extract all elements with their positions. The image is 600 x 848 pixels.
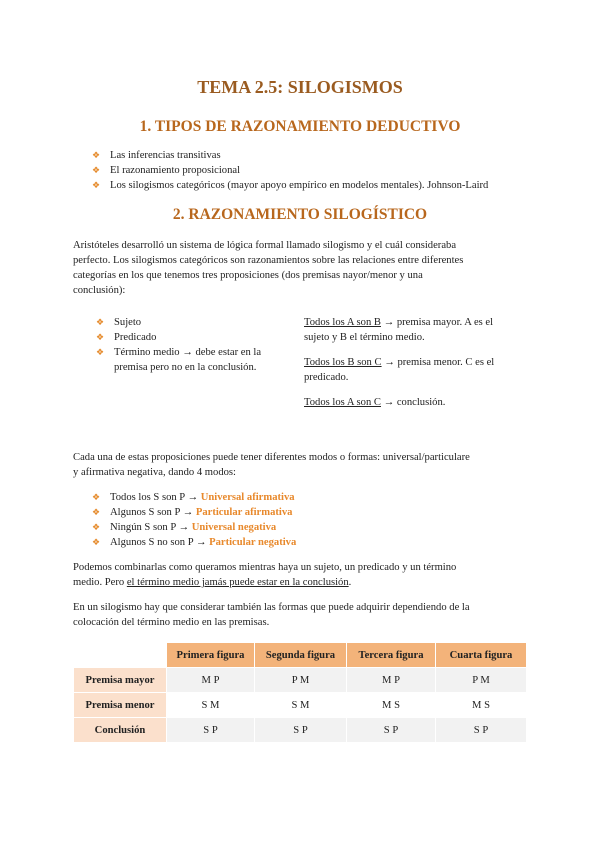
diamond-bullet-icon: ❖ [92,180,101,190]
diamond-bullet-icon: ❖ [92,492,101,502]
premises-block [304,315,524,420]
table-cell: M S [347,693,436,718]
list-item: ❖ Todos los S son P → Universal afirmativa [92,492,295,503]
figures-table [73,642,527,743]
diamond-bullet-icon: ❖ [96,332,105,342]
terms-list [96,315,261,375]
page-title: TEMA 2.5: SILOGISMOS [197,77,403,97]
table-cell: S P [167,718,255,743]
table-cell: S P [436,718,527,743]
list-item: ❖ Las inferencias transitivas [92,150,221,161]
figures-intro-paragraph: En un silogismo hay que considerar también las formas que puede adquirir dependiendo de la colocación del término medio en las premisas. [73,602,470,628]
list-item: ❖ Predicado [96,332,157,343]
list-item: ❖ Los silogismos categóricos (mayor apoyo empírico en modelos mentales). Johnson-Laird [92,180,489,191]
intro-paragraph: Aristóteles desarrolló un sistema de lógica formal llamado silogismo y el cuál consideraba perfecto. Los silogismos categóricos son razonamientos sobre las relaciones entre diferentes categorías en los que tenemos tres proposiciones (dos premisas nayor/menor y una conclusión): [73,240,464,296]
row-header: Premisa mayor [74,668,167,693]
diamond-bullet-icon: ❖ [92,150,101,160]
column-header: Segunda figura [255,643,347,668]
section2-heading: 2. RAZONAMIENTO SILOGÍSTICO [172,206,428,223]
diamond-bullet-icon: ❖ [92,165,101,175]
diamond-bullet-icon: ❖ [92,522,101,532]
table-cell: P M [255,668,347,693]
list-item: ❖ Ningún S son P → Universal negativa [92,522,277,533]
row-header: Premisa menor [74,693,167,718]
combine-paragraph: Podemos combinarlas como queramos mientras haya un sujeto, un predicado y un término medio. Pero el término medio jamás puede estar en la conclusión. [73,562,457,588]
section1-heading: 1. TIPOS DE RAZONAMIENTO DEDUCTIVO [139,118,461,135]
table-cell: M P [167,668,255,693]
diamond-bullet-icon: ❖ [96,317,105,327]
diamond-bullet-icon: ❖ [96,347,105,357]
table-cell: S P [347,718,436,743]
row-header: Conclusión [74,718,167,743]
modes-list [92,490,296,550]
list-item: ❖ Sujeto [96,317,142,328]
diamond-bullet-icon: ❖ [92,507,101,517]
premise-conclusion: Todos los A son C → conclusión. [304,397,446,408]
key-rule: el término medio jamás puede estar en la conclusión [126,577,349,588]
table-header-row [74,643,527,668]
premise-major: Todos los A son B → premisa mayor. A es el sujeto y B el término medio. [304,317,494,343]
list-item: ❖ Algunos S no son P → Particular negativa [92,537,297,548]
table-corner [74,643,167,668]
table-cell: P M [436,668,527,693]
column-header: Tercera figura [347,643,436,668]
list-item: ❖ El razonamiento proposicional [92,165,241,176]
table-cell: M S [436,693,527,718]
table-cell: S M [167,693,255,718]
table-cell: S P [255,718,347,743]
table-cell: M P [347,668,436,693]
premise-minor: Todos los B son C → premisa menor. C es el predicado. [304,357,495,383]
section1-list [92,148,488,193]
table-cell: S M [255,693,347,718]
column-header: Primera figura [167,643,255,668]
list-item-continuation: premisa pero no en la conclusión. [114,362,257,373]
column-header: Cuarta figura [436,643,527,668]
diamond-bullet-icon: ❖ [92,537,101,547]
table-row [74,693,527,718]
list-item: ❖ Término medio → debe estar en la [96,347,262,358]
list-item: ❖ Algunos S son P → Particular afirmativa [92,507,293,518]
table-row [74,718,527,743]
modes-intro-paragraph: Cada una de estas proposiciones puede tener diferentes modos o formas: universal/particulare y afirmativa negativa, dando 4 modos: [73,452,470,478]
table-row [74,668,527,693]
